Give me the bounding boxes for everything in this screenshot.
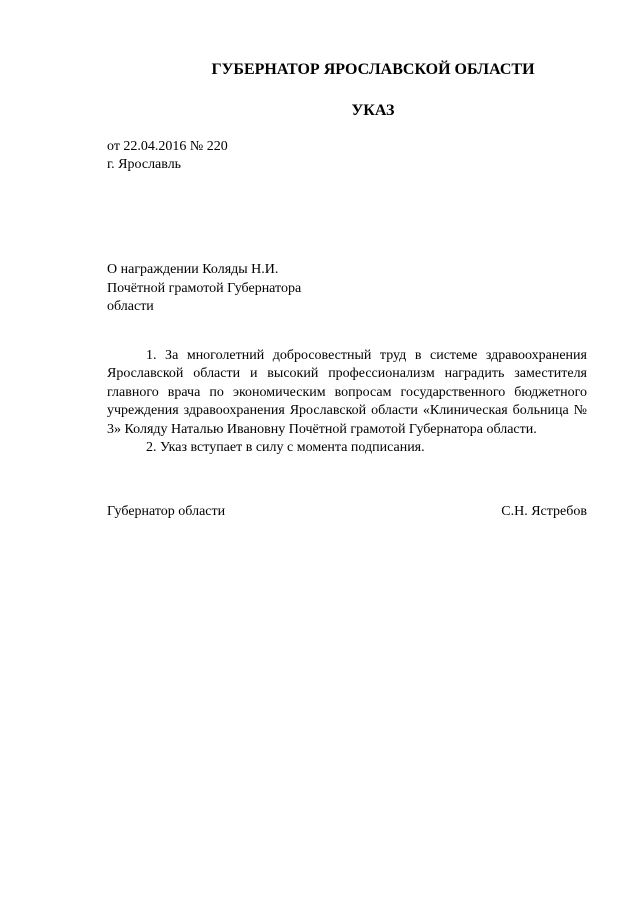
body-paragraph: 1. За многолетний добросовестный труд в системе здравоохранения Ярославской области и высокий профессионализм наградить заместителя главного врача по экономическим вопросам государственного бюджетного учреждения здравоохранения Ярославской области «Клиническая больница № 3» Коляду Наталью Ивановну Почётной грамотой Губернатора области. [107, 348, 587, 437]
body-paragraph: 2. Указ вступает в силу с момента подписания. [146, 440, 425, 456]
subject-line: О награждении Коляды Н.И. [107, 262, 279, 277]
document-meta [107, 138, 228, 174]
authority-title: ГУБЕРНАТОР ЯРОСЛАВСКОЙ ОБЛАСТИ [211, 61, 535, 78]
city: г. Ярославль [107, 157, 182, 172]
document-subject [107, 261, 347, 317]
date-number: от 22.04.2016 № 220 [107, 139, 228, 154]
signatory-position: Губернатор области [107, 504, 226, 519]
subject-line: Почётной грамотой Губернатора [107, 280, 302, 296]
document-type: УКАЗ [351, 102, 395, 119]
document-body [107, 347, 587, 457]
subject-line: области [107, 299, 154, 314]
signatory-name: С.Н. Ястребов [501, 504, 587, 519]
